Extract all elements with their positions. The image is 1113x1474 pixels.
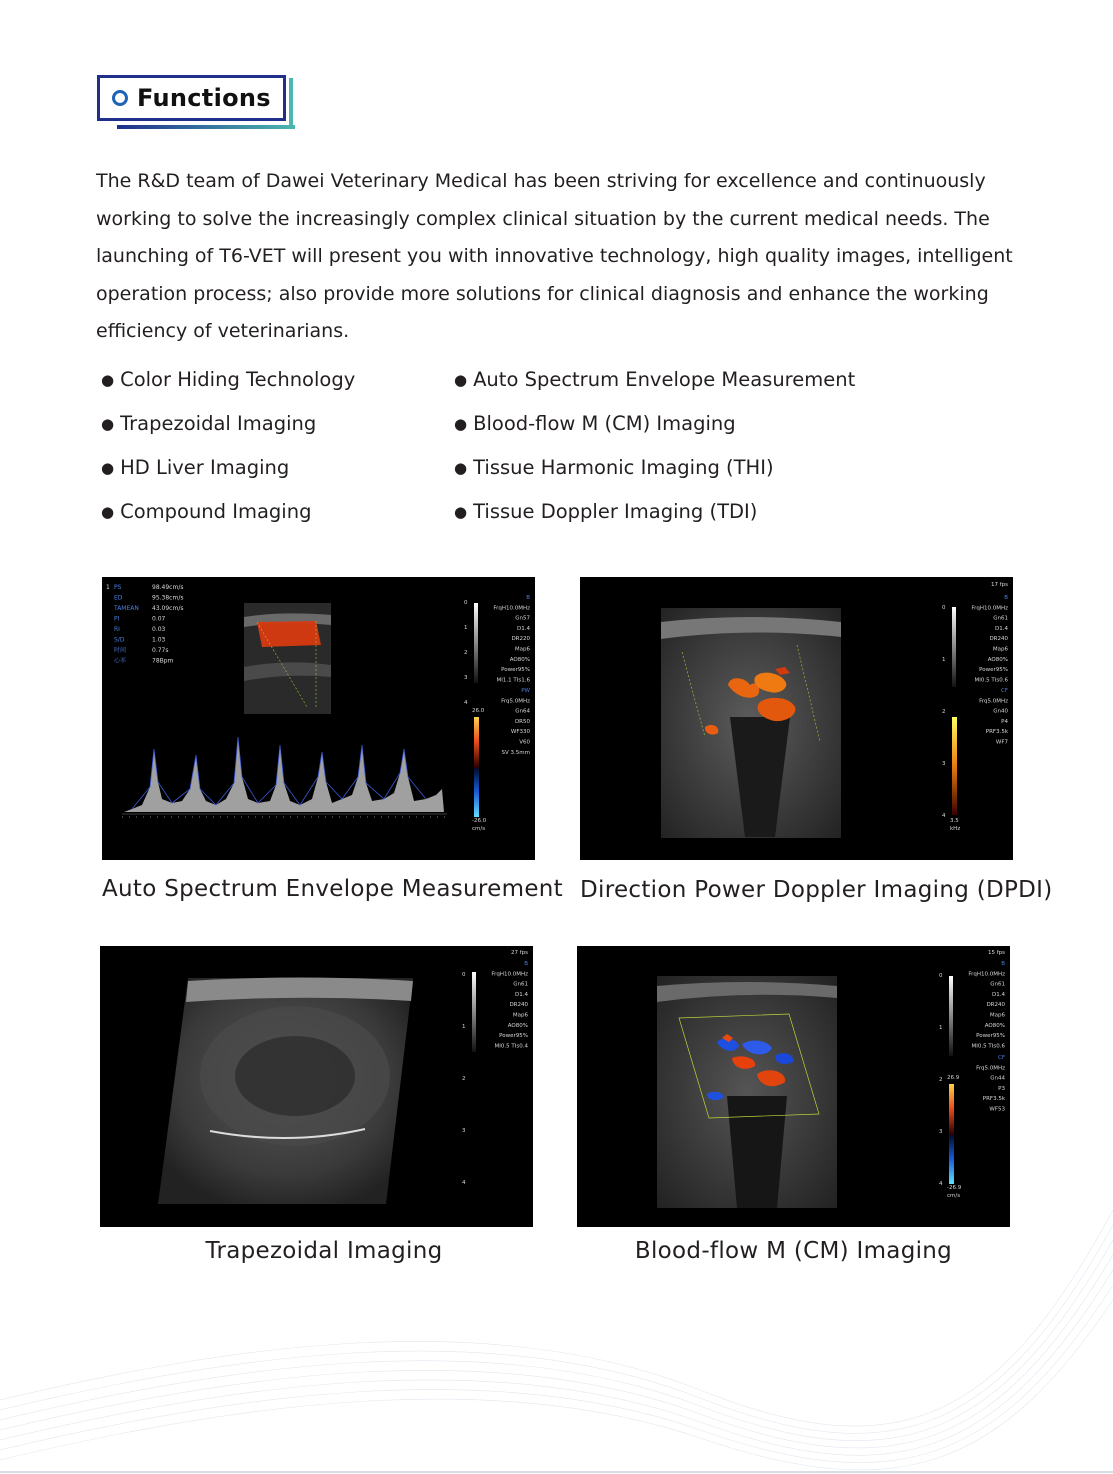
depth-tick-label: 2 (939, 1077, 943, 1083)
imaging-param: Gn40 (993, 708, 1008, 715)
depth-tick-label: 1 (939, 1025, 943, 1031)
depth-tick-label: 2 (462, 1076, 466, 1082)
svg-text:15 fps: 15 fps (987, 950, 1005, 956)
feature-item: ● HD Liver Imaging (101, 450, 355, 494)
svg-text:-26.0: -26.0 (472, 818, 487, 824)
imaging-param: Power95% (501, 667, 530, 674)
ultrasound-image-dpdi (580, 577, 1013, 860)
imaging-param: FrqH10.0MHz (968, 971, 1005, 978)
measurement-label: RI (114, 626, 120, 633)
feature-list-right (454, 362, 855, 538)
imaging-param: FrqH10.0MHz (493, 605, 530, 612)
imaging-param: WF330 (510, 729, 530, 736)
feature-item: ● Auto Spectrum Envelope Measurement (454, 362, 855, 406)
imaging-param: Map6 (514, 646, 530, 653)
imaging-param: Gn61 (513, 981, 528, 988)
imaging-param: D1.4 (995, 625, 1008, 632)
measurement-label: PI (114, 615, 120, 623)
measurement-label: ED (114, 594, 123, 602)
circle-bullet-icon (112, 90, 128, 106)
imaging-param: B (1001, 961, 1005, 967)
imaging-param: B (526, 595, 530, 601)
measurement-value: 1.03 (152, 636, 166, 644)
imaging-param: PW (521, 688, 530, 694)
depth-tick-label: 3 (462, 1128, 466, 1134)
feature-item: ● Blood-flow M (CM) Imaging (454, 406, 855, 450)
depth-tick-label: 0 (942, 605, 946, 611)
intro-paragraph: The R&D team of Dawei Veterinary Medical has been striving for excellence and continuously working to solve the increasingly complex clinical situation by the current medical needs. The launching of T6-VET will present you with innovative technology, high quality images, intelligent operation process; also provide more solutions for clinical diagnosis and enhance the working efficiency of veterinarians. (96, 170, 1013, 342)
measurement-value: 78Bpm (152, 657, 174, 665)
imaging-param: Map6 (992, 646, 1008, 653)
figure-caption: Auto Spectrum Envelope Measurement (102, 876, 563, 902)
measurement-value: 98.49cm/s (152, 584, 184, 591)
figure-caption: Trapezoidal Imaging (205, 1238, 443, 1264)
feature-item: ● Trapezoidal Imaging (101, 406, 355, 450)
measurement-value: 0.03 (152, 626, 166, 633)
svg-text:1: 1 (106, 584, 110, 591)
imaging-param: MI0.5 TIs0.6 (971, 1043, 1005, 1050)
imaging-param: AO80% (987, 656, 1008, 663)
depth-tick-label: 0 (939, 973, 943, 979)
ultrasound-image-spectrum (102, 577, 535, 860)
ultrasound-image-trapezoidal (100, 946, 533, 1227)
imaging-param: Map6 (989, 1012, 1005, 1019)
imaging-param: Gn44 (990, 1075, 1005, 1082)
imaging-param: DR50 (514, 718, 530, 725)
measurement-label: S/D (114, 636, 125, 644)
imaging-param: Frq5.0MHz (501, 698, 530, 705)
imaging-param: D1.4 (517, 625, 530, 632)
imaging-param: FrqH10.0MHz (491, 971, 528, 978)
depth-tick-label: 2 (464, 650, 468, 656)
depth-tick-label: 4 (939, 1181, 943, 1187)
imaging-param: MI0.5 TIs0.6 (974, 677, 1008, 684)
measurement-label: TAMEAN (114, 605, 139, 612)
imaging-param: WF7 (995, 739, 1008, 746)
section-title: Functions (137, 84, 271, 112)
svg-text:26.0: 26.0 (472, 708, 485, 714)
measurement-label: 心率 (114, 657, 127, 665)
depth-tick-label: 4 (464, 700, 468, 706)
figure-caption: Direction Power Doppler Imaging (DPDI) (580, 877, 1053, 903)
imaging-param: D1.4 (515, 991, 528, 998)
measurement-label: PS (114, 584, 122, 591)
imaging-param: Gn57 (515, 615, 530, 622)
imaging-param: B (1004, 595, 1008, 601)
measurement-value: 43.09cm/s (152, 605, 184, 612)
measurement-value: 95.38cm/s (152, 594, 184, 602)
imaging-param: AO80% (507, 1022, 528, 1029)
imaging-param: Gn64 (515, 708, 530, 715)
imaging-param: Gn61 (993, 615, 1008, 622)
svg-text:-26.9: -26.9 (947, 1185, 962, 1191)
imaging-param: DR240 (509, 1002, 528, 1009)
depth-tick-label: 0 (462, 972, 466, 978)
imaging-param: Map6 (512, 1012, 528, 1019)
depth-tick-label: 3 (942, 761, 946, 767)
measurement-value: 0.77s (152, 647, 169, 654)
imaging-param: Frq5.0MHz (979, 698, 1008, 705)
imaging-param: PRF3.5k (982, 1096, 1005, 1103)
measurement-label: 时间 (114, 647, 127, 654)
svg-text:27 fps: 27 fps (510, 950, 528, 956)
svg-text:26.9: 26.9 (947, 1075, 960, 1081)
feature-item: ● Color Hiding Technology (101, 362, 355, 406)
svg-text:cm/s: cm/s (947, 1193, 961, 1199)
feature-item: ● Tissue Doppler Imaging (TDI) (454, 494, 855, 538)
depth-tick-label: 3 (939, 1129, 943, 1135)
svg-text:cm/s: cm/s (472, 826, 486, 832)
imaging-param: P3 (998, 1085, 1005, 1092)
imaging-param: B (524, 961, 528, 967)
svg-text:17 fps: 17 fps (990, 582, 1008, 588)
svg-text:3.5: 3.5 (950, 818, 959, 824)
measurement-value: 0.07 (152, 615, 166, 623)
imaging-param: Frq5.0MHz (976, 1065, 1005, 1072)
depth-tick-label: 0 (464, 600, 468, 606)
imaging-param: Power95% (499, 1033, 528, 1040)
figure-caption: Blood-flow M (CM) Imaging (634, 1238, 953, 1264)
imaging-param: AO80% (509, 656, 530, 663)
imaging-param: WF53 (989, 1106, 1005, 1113)
feature-item: ● Compound Imaging (101, 494, 355, 538)
imaging-param: AO80% (984, 1022, 1005, 1029)
imaging-param: V60 (519, 739, 530, 746)
imaging-param: CF (997, 1055, 1005, 1061)
imaging-param: MI1.1 TIs1.6 (496, 677, 530, 684)
ultrasound-image-bloodflow (577, 946, 1010, 1227)
imaging-param: Power95% (979, 667, 1008, 674)
depth-tick-label: 4 (462, 1180, 466, 1186)
imaging-param: DR240 (986, 1002, 1005, 1009)
imaging-param: DR240 (989, 636, 1008, 643)
imaging-param: P4 (1001, 718, 1008, 725)
feature-item: ● Tissue Harmonic Imaging (THI) (454, 450, 855, 494)
feature-list-left (101, 362, 355, 538)
depth-tick-label: 1 (462, 1024, 466, 1030)
depth-tick-label: 1 (464, 625, 468, 631)
imaging-param: Gn61 (990, 981, 1005, 988)
imaging-param: PRF3.5k (985, 729, 1008, 736)
imaging-param: FrqH10.0MHz (971, 605, 1008, 612)
wave-background-decoration (0, 1190, 1113, 1474)
imaging-param: SV 3.5mm (501, 749, 530, 756)
imaging-param: D1.4 (992, 991, 1005, 998)
depth-tick-label: 4 (942, 813, 946, 819)
imaging-param: CF (1000, 688, 1008, 694)
section-title-box (97, 75, 286, 121)
depth-tick-label: 2 (942, 709, 946, 715)
depth-tick-label: 3 (464, 675, 468, 681)
imaging-param: DR220 (511, 636, 530, 643)
svg-text:kHz: kHz (950, 826, 961, 832)
imaging-param: Power95% (976, 1033, 1005, 1040)
imaging-param: MI0.5 TIs0.4 (494, 1043, 528, 1050)
depth-tick-label: 1 (942, 657, 946, 663)
